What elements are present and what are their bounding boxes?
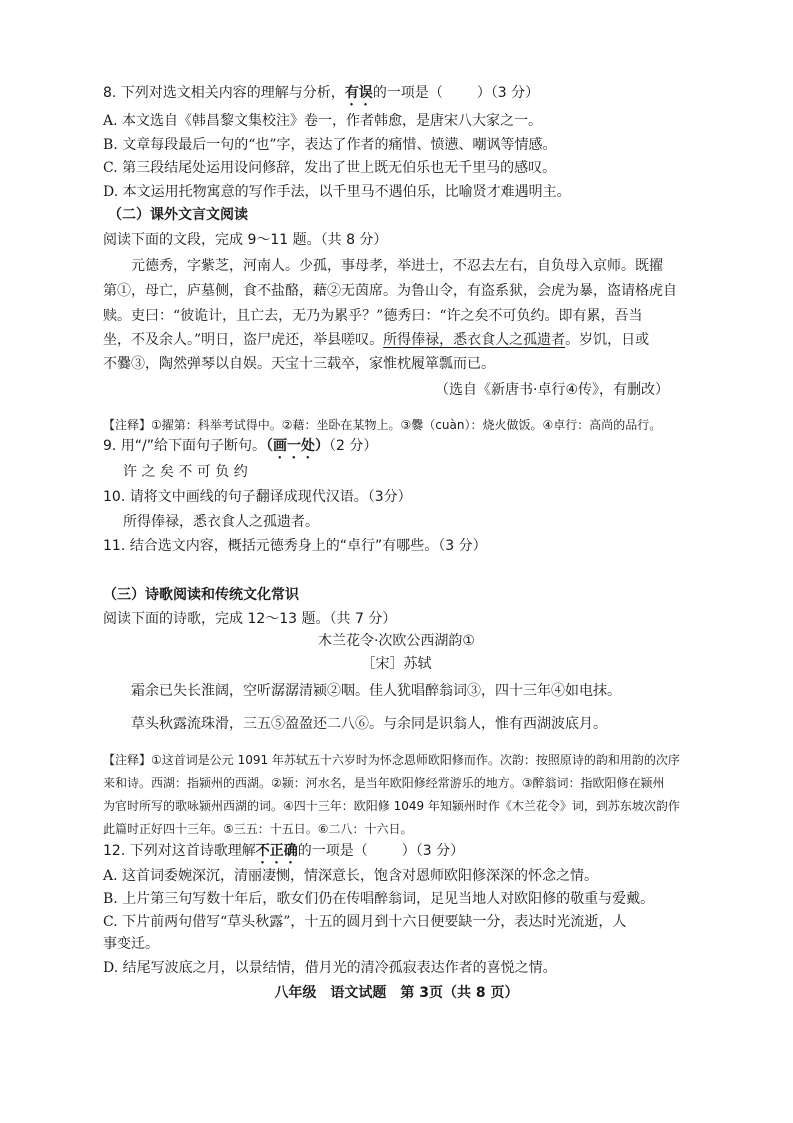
q8-stem-tail: 的一项是 xyxy=(372,85,429,101)
q12-stem-tail: 的一项是 xyxy=(297,843,354,859)
q8-option-b: B. 文章每段最后一句的“也”字，表达了作者的痛惜、愤懑、嘲讽等情感。 xyxy=(103,137,557,153)
q8-stem xyxy=(103,84,539,109)
section2-note: 【注释】①擢第：科举考试得中。②藉：坐卧在某物上。③爨（cuàn）：烧火做饭。④卓行：高尚的品行。 xyxy=(103,418,662,432)
q12-paren-open: （ xyxy=(353,843,368,859)
q8-stem-text: 8. 下列对选文相关内容的理解与分析， xyxy=(103,85,345,101)
q12-stem xyxy=(103,842,464,867)
q12-option-c-line-2: 事变迁。 xyxy=(103,936,159,952)
section2-instruction: 阅读下面的文段，完成 9～11 题。（共 8 分） xyxy=(103,232,388,248)
page-footer: 八年级 语文试题 第 3页（共 8 页） xyxy=(274,985,519,1001)
poem-line-2: 草头秋露流珠滑，三五⑤盈盈还二八⑥。与余同是识翁人，惟有西湖波底月。 xyxy=(131,716,607,732)
q8-option-a: A. 本文选自《韩昌黎文集校注》卷一，作者韩愈，是唐宋八大家之一。 xyxy=(103,113,543,129)
q8-stem-emphasis: 有误 xyxy=(344,85,373,101)
section3-note-line-4: 此篇时正好四十三年。⑤三五：十五日。⑥二八：十六日。 xyxy=(103,822,413,836)
poem-line-1: 霜余已失长淮阔，空听潺潺清颍②咽。佳人犹唱醉翁词③，四十三年④如电抹。 xyxy=(131,683,621,699)
section3-note-line-3: 为官时所写的歌咏颍州西湖的词。④四十三年：欧阳修 1049 年知颍州时作《木兰花令》词，到苏东坡次韵作 xyxy=(103,799,680,813)
section3-instruction: 阅读下面的诗歌，完成 12～13 题。（共 7 分） xyxy=(103,611,397,627)
q10-stem: 10. 请将文中画线的句子翻译成现代汉语。（3分） xyxy=(103,489,412,505)
passage-underlined-sentence: 所得俸禄，悉衣食人之孤遗者 xyxy=(383,332,566,348)
poem-title: 木兰花令·次欧公西湖韵① xyxy=(317,633,475,649)
q8-option-d: D. 本文运用托物寓意的写作手法，以千里马不遇伯乐，比喻贤才难遇明主。 xyxy=(103,184,571,200)
q8-paren-close: ） xyxy=(476,85,491,101)
q12-option-c-line-1: C. 下片前两句借写“草头秋露”，十五的圆月到十六日便要缺一分，表达时光流逝，人 xyxy=(103,914,627,930)
q12-stem-emphasis: 不正确 xyxy=(255,843,298,859)
q9-stem-text: 9. 用“/”给下面句子断句。 xyxy=(103,438,267,454)
q8-paren-open: （ xyxy=(428,85,443,101)
passage-line-4-post: 。岁饥，日或 xyxy=(565,332,650,348)
section2-title: （二）课外文言文阅读 xyxy=(108,207,248,223)
q10-sentence: 所得俸禄，悉衣食人之孤遗者。 xyxy=(123,514,319,530)
q9-stem-emphasis: （画一处） xyxy=(266,438,330,454)
q12-option-a: A. 这首词委婉深沉，清丽凄恻，情深意长，饱含对恩师欧阳修深深的怀念之情。 xyxy=(103,868,599,884)
passage-line-2: 第①，母亡，庐墓侧，食不盐酪，藉②无茵席。为鲁山令，有盗系狱，会虎为暴，盗请格虎自 xyxy=(103,283,677,299)
q8-score: （3 分） xyxy=(490,85,540,101)
q12-option-d: D. 结尾写波底之月，以景结情，借月光的清冷孤寂表达作者的喜悦之情。 xyxy=(103,960,557,976)
passage-source: （选自《新唐书·卓行④传》，有删改） xyxy=(435,382,669,398)
q12-stem-text: 12. 下列对这首诗歌理解 xyxy=(103,843,256,859)
q12-score: （3 分） xyxy=(415,843,465,859)
passage-line-4-pre: 坐，不及余人。”明日，盗尸虎还，举县嗟叹。 xyxy=(103,332,384,348)
section3-note-line-1: 【注释】①这首词是公元 1091 年苏轼五十六岁时为怀念恩师欧阳修而作。次韵：按照原诗的韵和用韵的次序 xyxy=(103,753,680,767)
passage-line-1: 元德秀，字紫芝，河南人。少孤，事母孝，举进士，不忍去左右，自负母入京师。既擢 xyxy=(131,258,663,274)
q12-paren-close: ） xyxy=(401,843,416,859)
passage-line-5: 不爨③，陶然弹琴以自娱。天宝十三载卒，家惟枕履箪瓢而已。 xyxy=(103,356,495,372)
q11-stem: 11. 结合选文内容，概括元德秀身上的“卓行”有哪些。（3 分） xyxy=(103,538,487,554)
q9-score: （2 分） xyxy=(329,438,378,454)
section3-title: （三）诗歌阅读和传统文化常识 xyxy=(103,587,299,603)
section3-note-line-2: 来和诗。西湖：指颍州的西湖。②颍：河水名，是当年欧阳修经常游乐的地方。③醉翁词：指欧阳修在颍州 xyxy=(103,776,665,790)
q9-stem xyxy=(103,437,377,462)
passage-line-3: 赎。吏曰：“彼诡计，且亡去，无乃为累乎？”德秀曰：“许之矣不可负约。即有累，吾当 xyxy=(103,308,643,324)
passage-line-4 xyxy=(103,331,649,349)
q8-option-c: C. 第三段结尾处运用设问修辞，发出了世上既无伯乐也无千里马的感叹。 xyxy=(103,160,557,176)
q9-sentence: 许 之 矣 不 可 负 约 xyxy=(123,464,248,480)
poem-author: ［宋］苏轼 xyxy=(361,656,432,672)
q12-option-b: B. 上片第三句写数十年后，歌女们仍在传唱醉翁词，足见当地人对欧阳修的敬重与爱戴。 xyxy=(103,891,655,907)
